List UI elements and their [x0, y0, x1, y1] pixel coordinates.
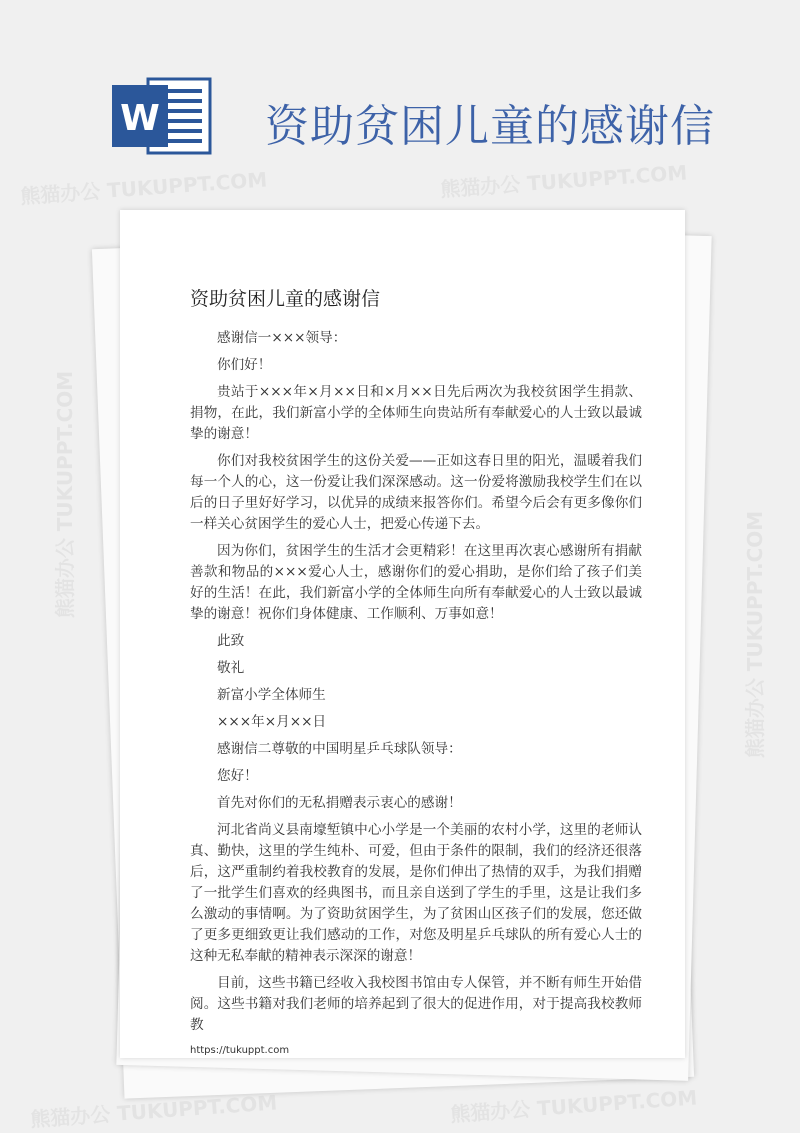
footer-url: https://tukuppt.com	[190, 1045, 290, 1056]
paragraph: 贵站于×××年×月××日和×月××日先后两次为我校贫困学生捐款、捐物，在此，我们新富小学的全体师生向贵站所有奉献爱心的人士致以最诚挚的谢意！	[190, 384, 642, 442]
paragraph: 河北省尚义县南壕堑镇中心小学是一个美丽的农村小学，这里的老师认真、勤快，这里的学生纯朴、可爱，但由于条件的限制，我们的经济还很落后，这严重制约着我校教育的发展，是你们伸出了热情的双手，为我们捐赠了一批学生们喜欢的经典图书，而且亲自送到了学生的手里，这是让我们多么激动的事情啊。为了资助贫困学生，为了贫困山区孩子们的发展，您还做了更多更细致更让我们感动的工作，对您及明星乒乓球队的所有爱心人士的这种无私奉献的精神表示深深的谢意！	[190, 822, 642, 964]
paragraph: 因为你们，贫困学生的生活才会更精彩！在这里再次衷心感谢所有捐献善款和物品的×××爱心人士，感谢你们的爱心捐助，是你们给了孩子们美好的生活！在此，我们新富小学的全体师生向所有奉献爱心的人士致以最诚挚的谢意！祝你们身体健康、工作顺利、万事如意！	[190, 543, 642, 622]
paragraph: ×××年×月××日	[217, 714, 327, 730]
document-title: 资助贫困儿童的感谢信	[190, 288, 381, 310]
paragraph: 感谢信二尊敬的中国明星乒乓球队领导：	[217, 741, 462, 757]
paragraph: 您好！	[217, 768, 258, 784]
paragraph: 目前，这些书籍已经收入我校图书馆由专人保管，并不断有师生开始借阅。这些书籍对我们老师的培养起到了很大的促进作用，对于提高我校教师教	[190, 975, 642, 1033]
document-page	[120, 210, 685, 1058]
paragraph: 敬礼	[217, 660, 245, 676]
watermark: 熊猫办公 TUKUPPT.COM	[449, 1085, 698, 1127]
paragraph: 你们好！	[217, 357, 272, 373]
paragraph: 你们对我校贫困学生的这份关爱——正如这春日里的阳光，温暖着我们每一个人的心，这一份爱让我们深深感动。这一份爱将激励我校学生们在以后的日子里好好学习，以优异的成绩来报答你们。希望今后会有更多像你们一样关心贫困学生的爱心人士，把爱心传递下去。	[190, 453, 642, 532]
svg-text:W: W	[120, 98, 160, 139]
word-document-icon	[110, 75, 215, 157]
watermark: 熊猫办公 TUKUPPT.COM	[53, 370, 78, 619]
paragraph: 此致	[217, 633, 245, 649]
paragraph: 新富小学全体师生	[217, 687, 326, 703]
watermark: 熊猫办公 TUKUPPT.COM	[439, 160, 688, 202]
document-body	[190, 328, 642, 1058]
paragraph: 感谢信一×××领导：	[217, 330, 347, 346]
header-title: 资助贫困儿童的感谢信	[265, 101, 715, 152]
watermark: 熊猫办公 TUKUPPT.COM	[29, 1090, 278, 1132]
paragraph: 首先对你们的无私捐赠表示衷心的感谢！	[217, 795, 462, 811]
watermark: 熊猫办公 TUKUPPT.COM	[743, 510, 768, 759]
watermark: 熊猫办公 TUKUPPT.COM	[19, 167, 268, 209]
